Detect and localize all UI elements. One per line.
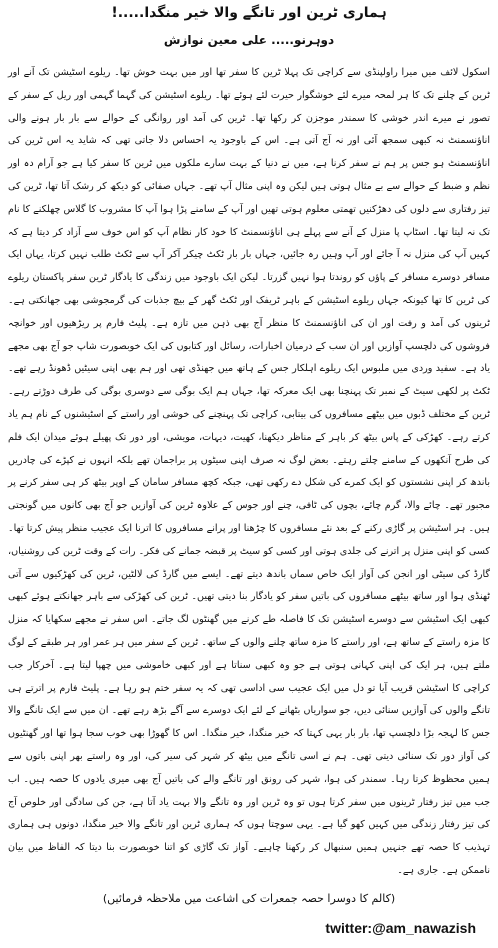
column-title: ہماری ٹرین اور تانگے والا خیر منگدا.....!	[111, 5, 387, 21]
continuation-note: (کالم کا دوسرا حصہ جمعرات کی اشاعت میں ملاحظہ فرمائیں)	[102, 892, 396, 905]
column-byline: دوہرنو..... علی معین نوازش	[163, 33, 335, 47]
column-body: اسکول لائف میں میرا راولپنڈی سے کراچی تک پہلا ٹرین کا سفر تھا اور میں بہت خوش تھا۔ ریلوے اسٹیشن تک آنے اور ٹرین کے چلنے تک کا ہر لمحہ میرے لئے خوشگوار حیرت لئے ہوئے تھا۔ ریلوے اسٹیشن کی گہما گہمی اور ریل کے سفر کے تصور نے میرے اندر خوشی کا سمندر موجزن کر رکھا تھا۔ ٹرین کی آمد اور روانگی کے حوالے سے بار بار ہونے والی اناؤنسمنٹ نہ کبھی سمجھ آئی اور نہ آج آتی ہے۔ اس کے باوجود یہ احساس دلا جاتی تھی کہ شاید یہ اس ٹرین کی اناؤنسمنٹ ہو جس پر ہم نے سفر کرنا ہے، میں نے دنیا کے بہت سارے ملکوں میں ٹرین کا سفر کیا ہے جو آرام دہ اور نظم و ضبط کے حوالے سے بے مثال ہوتی ہیں لیکن وہ اپنی مثال آپ تھے۔ جہاں صفائی کو دیکھ کر رشک آتا تھا، ٹرین کی تیز رفتاری سے دلوں کی دھڑکنیں تھمتی معلوم ہوتی تھیں اور آپ کے سامنے پڑا ہوا آپ کا مشروب کا گلاس چھلکنے کا نام تک نہ لیتا تھا۔ اسٹاپ پا منزل کے آنے سے پہلے ہی اناؤنسمنٹ کا خود کار نظام آپ کو اس خوف سے آزاد کر دیتا ہے کہ کہیں آپ کی منزل نہ آ جائے اور آپ وہیں رہ جائیں، جہاں بار بار ٹکٹ چیکر آکر آپ سے ٹکٹ طلب نہیں کرتا، یہاں ایک مسافر دوسرے مسافر کے پاؤں کو روندتا ہوا نہیں گزرتا۔ لیکن ایک باوجود میں زندگی کا یادگار ٹرین سفر پاکستان ریلوے کی ٹرین کا تھا کیونکہ جہاں ریلوے اسٹیشن کے باہر ٹریفک اور ٹکٹ گھر کے بیچ جذبات کی گرمجوشی بھی جھانکتی ہے۔ ٹرینوں کی آمد و رفت اور ان کی اناؤنسمنٹ کا منظر آج بھی ذہن میں تازہ ہے۔ پلیٹ فارم پر ریڑھیوں اور خوانچہ فروشوں کی دلچسپ آوازیں اور ان سب کے درمیان اخبارات، رسائل اور کتابوں کی ایک خوبصورت شاپ جو آج بھی مجھے یاد ہے۔ سفید وردی میں ملبوس ایک ریلوے اہلکار جس کے ہاتھ میں جھنڈی تھی اور ہم بھی اپنی سیٹیں ڈھونڈ رہے تھے۔ ٹکٹ پر لکھی سیٹ کے نمبر تک پہنچنا بھی ایک معرکہ تھا، جہاں ہم ایک بوگی سے دوسری بوگی کی طرف دوڑتے رہے۔ ٹرین کے مختلف ڈبوں میں بیٹھے مسافروں کی بیتابی، کراچی تک پہنچنے کی خوشی اور راستے کے اسٹیشنوں کے نام ہم یاد کرتے رہے۔ کھڑکی کے پاس بیٹھ کر باہر کے مناظر دیکھنا، کھیت، دیہات، مویشی، اور دور تک پھیلے ہوئے میدان ایک فلم کی طرح آنکھوں کے سامنے چلتے رہتے۔ بعض لوگ نہ صرف اپنی سیٹوں پر براجمان تھے بلکہ انہوں نے کپڑے کی چادریں باندھ کر اپنی نشستوں کو ایک کمرے کی شکل دے رکھی تھی، جبکہ کچھ مسافر سامان کے اوپر بیٹھ کر ہی سفر کرنے پر مجبور تھے۔ چائے والا، گرم چائے، بچوں کی ٹافی، چنے اور جوس کے علاوہ ٹرین کی آوازیں جو آج بھی کانوں میں گونجتی ہیں۔ ہر اسٹیشن پر گاڑی رکنے کے بعد نئے مسافروں کا چڑھنا اور پرانے مسافروں کا اترنا ایک عجیب منظر پیش کرتا تھا۔ کسی کو اپنی منزل پر اترنے کی جلدی ہوتی اور کسی کو سیٹ پر قبضہ جمانے کی فکر۔ رات کے وقت ٹرین کی روشنیاں، گارڈ کی سیٹی اور انجن کی آواز ایک خاص سماں باندھ دیتے تھے۔ ایسے میں گارڈ کی لالٹین، ٹرین کی کھڑکیوں سے آتی ٹھنڈی ہوا اور ساتھ بیٹھے مسافروں کی باتیں سفر کو یادگار بنا دیتی تھیں۔ ٹرین کی کھڑکی سے باہر جھانکتے ہوئے کبھی کبھی ایک اسٹیشن سے دوسرے اسٹیشن تک کا فاصلہ طے کرنے میں گھنٹوں لگ جاتے۔ اس سفر نے مجھے سکھایا کہ منزل کا مزہ راستے کے ساتھ ہے، اور راستے کا مزہ ساتھ چلنے والوں کے ساتھ۔ ٹرین کے سفر میں ہر عمر اور ہر طبقے کے لوگ ملتے ہیں، ہر ایک کی اپنی کہانی ہوتی ہے جو وہ کبھی سناتا ہے اور کبھی خاموشی میں چھپا لیتا ہے۔ آخرکار جب کراچی کا اسٹیشن قریب آیا تو دل میں ایک عجیب سی اداسی تھی کہ یہ سفر ختم ہو رہا ہے۔ پلیٹ فارم پر اترتے ہی تانگے والوں کی آوازیں سنائی دیں، جو سواریاں بٹھانے کے لئے ایک دوسرے سے آگے بڑھ رہے تھے۔ ان میں سے ایک تانگے والا جس کا لہجہ بڑا دلچسپ تھا، بار بار یہی کہتا کہ خیر منگدا، خیر منگدا۔ اس کا گھوڑا بھی خوب سجا ہوا تھا اور گھنٹیوں کی آواز دور تک سنائی دیتی تھی۔ ہم نے اسی تانگے میں بیٹھ کر شہر کی سیر کی، اور وہ راستے بھر اپنی باتوں سے ہمیں محظوظ کرتا رہا۔ سمندر کی ہوا، شہر کی رونق اور تانگے والے کی باتیں آج بھی میری یادوں کا حصہ ہیں۔ اب جب میں تیز رفتار ٹرینوں میں سفر کرتا ہوں تو وہ ٹرین اور وہ تانگے والا بہت یاد آتا ہے، جن کی سادگی اور خلوص آج کی تیز رفتار زندگی میں کہیں کھو گیا ہے۔ یہی سوچتا ہوں کہ ہماری ٹرین اور تانگے والا خیر منگدا، دونوں ہی ہماری تہذیب کا حصہ تھے جنہیں ہمیں سنبھال کر رکھنا چاہیے۔ آواز تک گاڑی کو اتنا خوبصورت بنا دیتا کہ الفاظ میں بیان ناممکن ہے۔ جاری ہے۔	[8, 67, 490, 876]
author-twitter-handle: twitter:@am_nawazish	[325, 920, 476, 936]
